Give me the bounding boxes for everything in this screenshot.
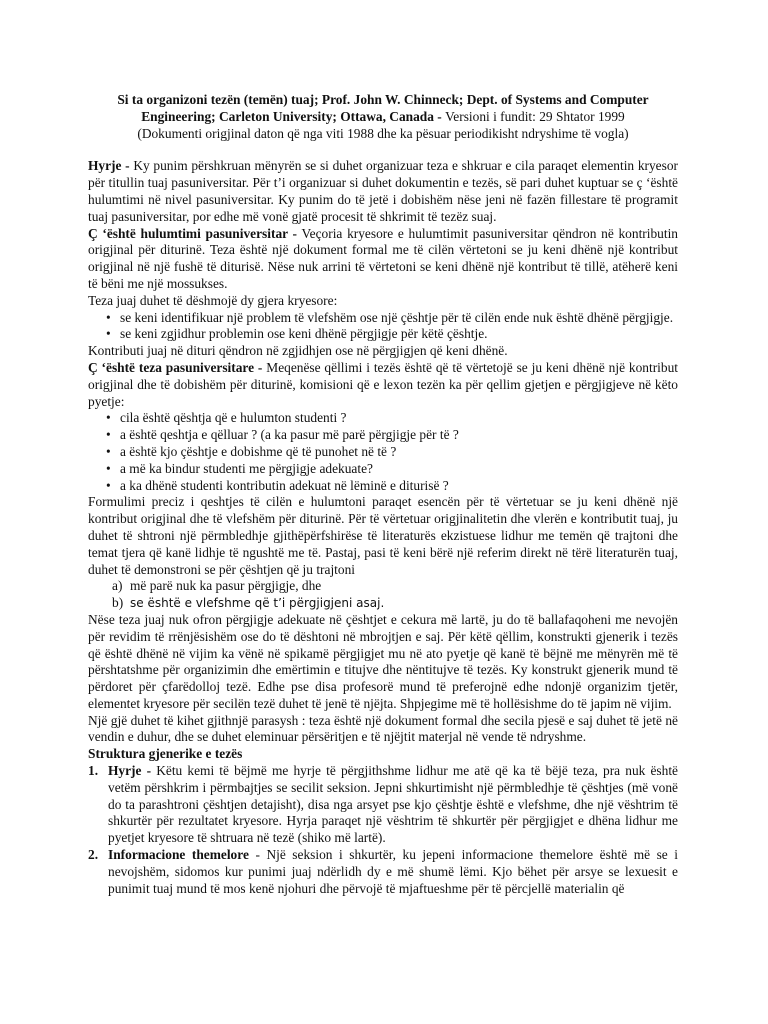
list-item: • se keni zgjidhur problemin ose keni dhënë përgjigje për këtë çështje. (88, 326, 678, 343)
list-item-text: se është e vlefshme që t’i përgjigjeni asaj. (130, 596, 385, 611)
structure-heading: Struktura gjenerike e tezës (88, 746, 243, 762)
intro-label: Hyrje - (88, 158, 130, 174)
list-item: • a më ka bindur studenti me përgjigje adekuate? (88, 461, 678, 478)
intro-paragraph (88, 158, 678, 225)
list-item: • a është qeshtja e qëlluar ? (a ka pasur më parë përgjigje për të ? (88, 427, 678, 444)
item-label: Hyrje - (108, 763, 152, 779)
thesis-label: Ç ‘është teza pasuniversitare - (88, 359, 263, 375)
list-item-text: më parë nuk ka pasur përgjigje, dhe (130, 578, 322, 594)
research-text: Veçoria kryesore e hulumtimit pasuniversitar qëndron në kontributin origjinal për diturinë. Teza është një dokument formal me të cilën vërtetoni se ju keni dhënë një kontribut origjinal në një fushë të diturisë. Nëse nuk arrini të vërtetoni se keni dhënë një kontribut të tillë, atëherë keni të bëni me një mossukses. (88, 225, 678, 291)
thesis-alpha-list (88, 578, 678, 612)
document-title (88, 92, 678, 126)
item-body (108, 847, 678, 897)
structure-item-background (88, 847, 678, 897)
thesis-body: Formulimi preciz i qeshtjes të cilën e hulumtoni paraqet esencën për të vërtetuar se ju keni dhënë një kontribut origjinal dhe të vlefshëm për diturinë. Për të vërtetuar origjinalitetin dhe vlerën e kontributit tuaj, ju duhet të shtroni një përmbledhje gjithëpërfshirëse të literaturës ekzistuese lidhur me temën që trajtoni dhe temat tjera që kanë lidhje të ngushtë me të. Pastaj, pasi të keni bërë një referim direkt në tërë literaturën tuaj, duhet të demonstroni se për çështjen që ju trajtoni (88, 494, 678, 577)
thesis-body-3: Një gjë duhet të kihet gjithnjë parasysh : teza është një dokument formal dhe secila pjesë e saj duhet të jetë në vendin e duhur, dhe se duhet eleminuar përsëritjen e të njëjtit materjal në vende të ndryshme. (88, 712, 678, 745)
item-text: Këtu kemi të bëjmë me hyrje të përgjithshme lidhur me atë që ka të bëjë teza, pra nuk është vetëm përshkrim i përmbajtjes se secilit seksion. Jepni shkurtimisht një përmbledhje të çështjes (më vonë do ta parashtroni çështjen detajisht), disa nga arsyet pse kjo çështje është e vlefshme, dhe një vështrim të shkurtër për rezultatet kryesore. Hyrja paraqet një vështrim të shkurtër për përgjigjet e dhëna lidhur me pyetjet kryesore të shtruara në tezë (shiko më lartë). (108, 763, 678, 846)
thesis-paragraph (88, 360, 678, 410)
item-body (108, 763, 678, 847)
research-paragraph (88, 226, 678, 293)
list-marker: a) (112, 578, 123, 594)
item-label: Informacione themelore (108, 847, 249, 863)
item-number: 1. (88, 763, 99, 779)
list-marker: b) (112, 595, 124, 611)
item-number: 2. (88, 847, 99, 863)
research-label: Ç ‘është hulumtimi pasuniversitar - (88, 225, 298, 241)
document-subtitle: (Dokumenti origjinal daton që nga viti 1988 dhe ka pësuar periodikisht ndryshime të vogla) (137, 125, 629, 141)
intro-text: Ky punim përshkruan mënyrën se si duhet organizuar teza e shkruar e cila paraqet elementin kryesor për titullin tuaj pasuniversitar. Për t’i organizuar si duhet dokumentin e tezës, së pari duhet kuptuar se ç ‘është hulumtimi në nivel pasuniversitar. Ky punim do të jetë i dobishëm nëse jeni në fazën fillestare të programit tuaj pasuniversitar, por edhe më vonë gjatë procesit të shkrimit të tezëz suaj. (88, 158, 678, 224)
list-item (88, 578, 678, 595)
list-item: • a ka dhënë studenti kontributin adekuat në lëminë e diturisë ? (88, 478, 678, 495)
research-lead: Teza juaj duhet të dëshmojë dy gjera kryesore: (88, 292, 338, 308)
thesis-body-2: Nëse teza juaj nuk ofron përgjigje adekuate në çështjet e cekura më lartë, ju do të ballafaqoheni me nevojën për revidim të rrënjësishëm ose do të dështoni në mbrojtjen e saj. Për këtë qëllim, konstrukti gjenerik i tezës që është dhënë në vijim ka vënë në spikamë përgjigjet mu në ato pyetje që kanë të bëjnë me mënyrën më të përshtatshme për organizimin dhe emërtimin e titujve dhe nëntitujve të tezës. Ky konstrukt gjenerik mund të përdoret për çfarëdolloj tezë. Edhe pse disa profesorë mund të preferojnë edhe ndonjë organizim tjetër, elementet kryesore për secilën tezë duhet të jenë të njëjta. Shpjegime më të hollësishme do të japim në vijim. (88, 611, 678, 711)
list-item (88, 595, 678, 612)
list-item: • se keni identifikuar një problem të vlefshëm ose një çështje për të cilën ende nuk është dhënë përgjigje. (88, 310, 678, 327)
document-page (88, 92, 678, 897)
thesis-text: Meqenëse qëllimi i tezës është që të vërtetojë se ju keni dhënë një kontribut origjinal dhe të dobishëm për diturinë, komisioni që e lexon tezën ka për qellim gjetjen e përgjigjeve në këto pyetje: (88, 359, 678, 409)
list-item: • cila është qështja që e hulumton studenti ? (88, 410, 678, 427)
research-after: Kontributi juaj në dituri qëndron në zgjidhjen ose në përgjigjen që keni dhënë. (88, 343, 508, 359)
title-version: Versioni i fundit: 29 Shtator 1999 (445, 108, 625, 124)
thesis-questions (88, 410, 678, 494)
structure-item-intro (88, 763, 678, 847)
research-bullets (88, 310, 678, 344)
item-text: - Një seksion i shkurtër, ku jepeni informacione themelore është më se i nevojshëm, sidomos kur punimi juaj ndërlidh dy e më shumë lëmi. Kjo bëhet për arsye se lexuesit e punimit tuaj mund të mos kenë njohuri dhe përvojë të mjaftueshme për të përcjellë materialin që (108, 847, 679, 896)
list-item: • a është kjo çështje e dobishme që të punohet në të ? (88, 444, 678, 461)
title-text: Si ta organizoni tezën (temën) tuaj; Prof. John W. Chinneck; Dept. of Systems and Computer Engineering; Carleton University; Ottawa, Canada - (117, 92, 649, 124)
